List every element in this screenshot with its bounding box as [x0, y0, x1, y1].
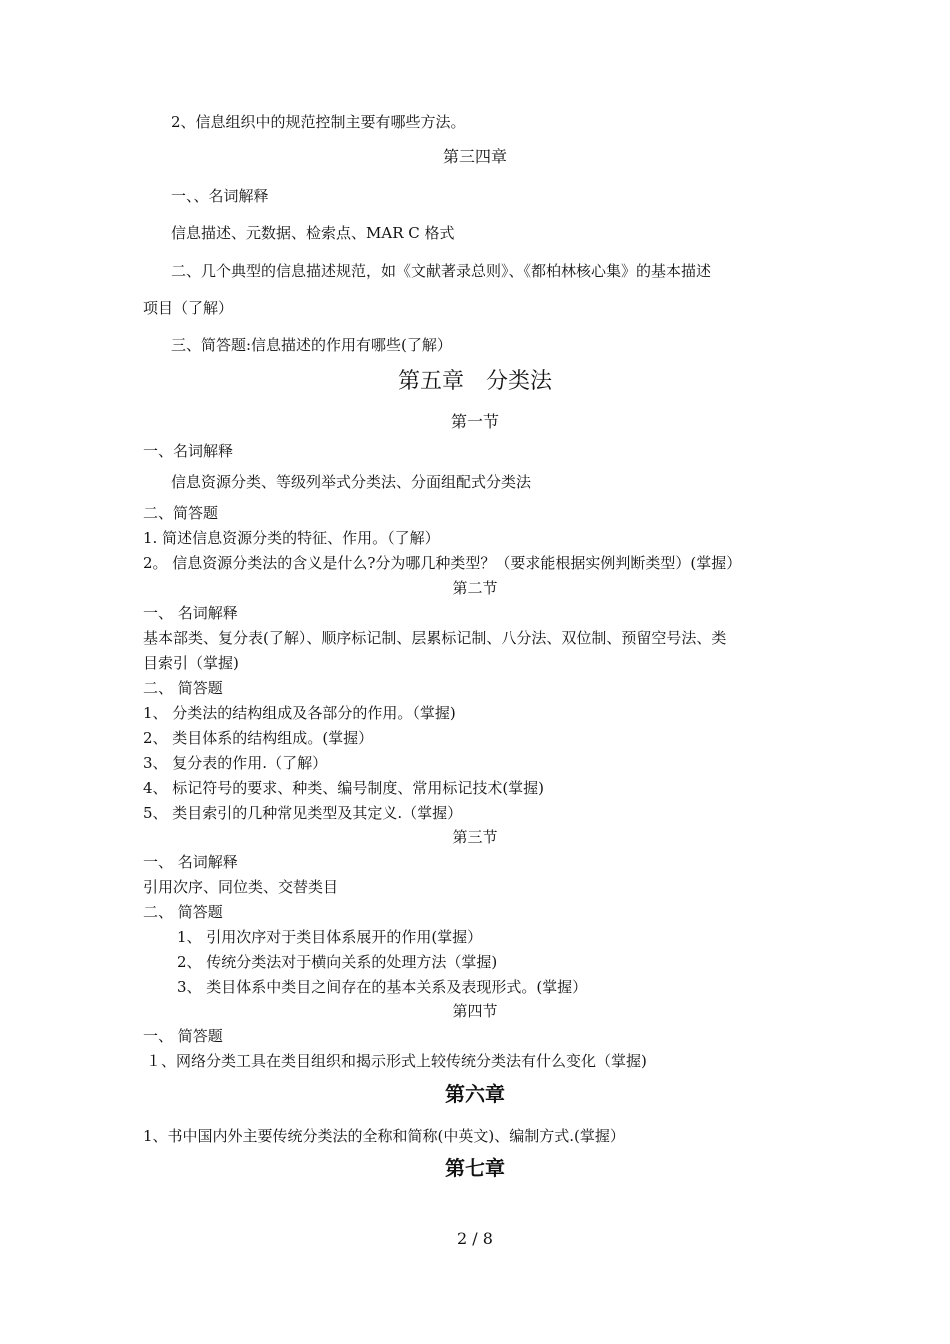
question-line: 2、 类目体系的结构组成。(掌握） [143, 729, 374, 747]
section-heading: 一、 名词解释 [143, 604, 238, 622]
term-list-continued: 目索引（掌握) [143, 654, 239, 672]
section-heading: 一、、名词解释 [171, 187, 269, 205]
chapter-title: 第三四章 [442, 147, 507, 166]
chapter-title: 第六章 [445, 1082, 505, 1106]
section-title: 第三节 [452, 828, 498, 846]
question-line: 2、信息组织中的规范控制主要有哪些方法。 [171, 113, 466, 131]
term-list: 基本部类、复分表(了解）、顺序标记制、层累标记制、八分法、双位制、预留空号法、类 [143, 629, 727, 647]
section-heading-continued: 项目（了解） [143, 299, 234, 317]
section-title: 第一节 [450, 412, 499, 431]
question-line: １、网络分类工具在类目组织和揭示形式上较传统分类法有什么变化（掌握) [146, 1052, 647, 1070]
section-heading: 二、 简答题 [143, 679, 223, 697]
section-heading: 一、 简答题 [143, 1027, 223, 1045]
question-line: 1、书中国内外主要传统分类法的全称和简称(中英文)、编制方式.(掌握） [143, 1127, 625, 1145]
page-number: 2 / 8 [457, 1229, 493, 1248]
term-list: 信息资源分类、等级列举式分类法、分面组配式分类法 [171, 473, 532, 491]
section-heading: 一、名词解释 [143, 442, 234, 460]
term-list: 引用次序、同位类、交替类目 [143, 878, 339, 896]
term-list: 信息描述、元数据、检索点、MAR C 格式 [171, 224, 455, 242]
question-line: 3、 复分表的作用.（了解） [143, 754, 328, 772]
section-title: 第四节 [452, 1002, 498, 1020]
section-heading: 二、简答题 [143, 504, 219, 522]
question-line: 1、 分类法的结构组成及各部分的作用。（掌握) [143, 704, 456, 722]
question-line: 2、 传统分类法对于横向关系的处理方法（掌握) [177, 953, 498, 971]
section-title: 第二节 [452, 579, 498, 597]
chapter-title: 第五章 分类法 [397, 369, 552, 394]
section-heading: 二、几个典型的信息描述规范，如《文献著录总则》、《都柏林核心集》的基本描述 [171, 262, 712, 280]
section-heading: 三、简答题:信息描述的作用有哪些(了解） [171, 336, 452, 354]
question-line: 5、 类目索引的几种常见类型及其定义.（掌握） [143, 804, 463, 822]
question-line: 2。 信息资源分类法的含义是什么?分为哪几种类型？（要求能根据实例判断类型）(掌握） [143, 554, 742, 572]
section-heading: 二、 简答题 [143, 903, 223, 921]
question-line: 1、 引用次序对于类目体系展开的作用(掌握） [177, 928, 483, 946]
question-line: 1. 简述信息资源分类的特征、作用。（了解） [143, 529, 440, 547]
section-heading: 一、 名词解释 [143, 853, 238, 871]
question-line: 4、 标记符号的要求、种类、编号制度、常用标记技术(掌握) [143, 779, 545, 797]
question-line: 3、 类目体系中类目之间存在的基本关系及表现形式。(掌握） [177, 978, 588, 996]
chapter-title: 第七章 [445, 1156, 505, 1180]
